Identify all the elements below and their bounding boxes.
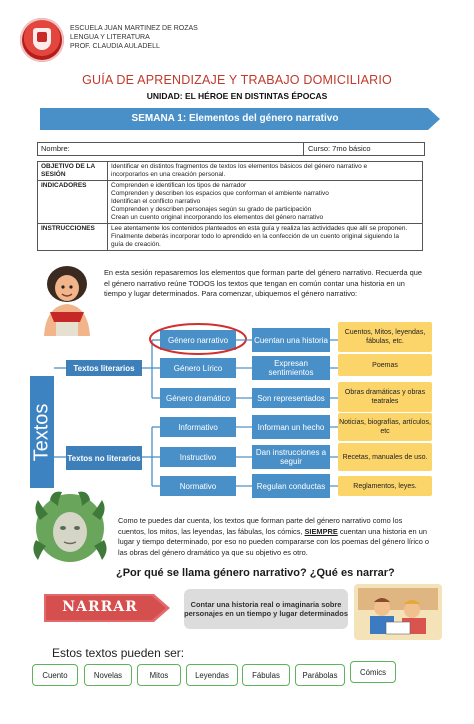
examples-normative: Reglamentos, leyes. bbox=[338, 476, 432, 496]
narrar-definition: Contar una historia real o imaginaria sobre personajes en un tiempo y lugar determinados bbox=[184, 589, 348, 629]
unit-title: UNIDAD: EL HÉROE EN DISTINTAS ÉPOCAS bbox=[146, 91, 328, 101]
type-parabolas: Parábolas bbox=[295, 664, 345, 686]
non-literary-texts-box: Textos no literarios bbox=[66, 446, 142, 470]
medusa-illustration bbox=[30, 490, 110, 568]
kids-reading-illustration bbox=[354, 584, 442, 640]
header-info bbox=[70, 24, 198, 51]
para2-emphasis: SIEMPRE bbox=[304, 526, 338, 536]
row-line: Crean un cuento original incorporando los elementos del género narrativo bbox=[111, 214, 324, 221]
type-comics: Cómics bbox=[350, 661, 396, 683]
text-types-diagram bbox=[28, 318, 448, 506]
type-mitos: Mitos bbox=[137, 664, 181, 686]
row-line: incorporarlos en una creación personal. bbox=[111, 171, 226, 178]
row-value bbox=[108, 181, 423, 224]
genre-instructive: Instructivo bbox=[160, 447, 236, 467]
explanation-paragraph bbox=[118, 516, 430, 558]
para2-before: Como te puedes dar cuenta, los textos que forman parte del género narrativo como los cuentos, los mitos, las leyendas, las fábulas, los cómics, bbox=[118, 516, 403, 536]
type-fabulas: Fábulas bbox=[242, 664, 290, 686]
types-heading: Estos textos pueden ser: bbox=[52, 646, 185, 660]
row-line: Comprenden e identifican los tipos de narrador bbox=[111, 182, 247, 189]
examples-lyric: Poemas bbox=[338, 354, 432, 376]
row-key: INSTRUCCIONES bbox=[38, 224, 108, 251]
purpose-dramatic: Son representados bbox=[252, 388, 330, 408]
genre-narrative: Género narrativo bbox=[160, 330, 236, 350]
teacher-name: PROF. CLAUDIA AULADELL bbox=[70, 43, 160, 50]
row-line: Comprenden y describen personajes según su grado de participación bbox=[111, 206, 312, 213]
subject-name: LENGUA Y LITERATURA bbox=[70, 34, 150, 41]
name-course-row bbox=[37, 142, 425, 156]
name-label: Nombre: bbox=[41, 144, 70, 153]
genre-dramatic: Género dramático bbox=[160, 388, 236, 408]
school-name: ESCUELA JUAN MARTINEZ DE ROZAS bbox=[70, 25, 198, 32]
genre-informative: Informativo bbox=[160, 417, 236, 437]
row-value bbox=[108, 224, 423, 251]
row-value bbox=[108, 162, 423, 181]
purpose-normative: Regulan conductas bbox=[252, 474, 330, 498]
table-row bbox=[38, 162, 423, 181]
table-row bbox=[38, 224, 423, 251]
genre-lyric: Género Lírico bbox=[160, 358, 236, 378]
page-title: GUÍA DE APRENDIZAJE Y TRABAJO DOMICILIARIO bbox=[82, 73, 392, 87]
question-heading: ¿Por qué se llama género narrativo? ¿Qué es narrar? bbox=[116, 567, 395, 579]
row-line: Identifican el conflicto narrativo bbox=[111, 198, 201, 205]
literary-texts-box: Textos literarios bbox=[66, 360, 142, 376]
row-line: Lee atentamente los contenidos planteados en esta guía y realiza las actividades que allí se proponen. bbox=[111, 225, 408, 232]
school-logo bbox=[20, 18, 64, 62]
purpose-narrative: Cuentan una historia bbox=[252, 328, 330, 352]
row-key: INDICADORES bbox=[38, 181, 108, 224]
para2-after: cuentan una historia en un lugar y tiempo determinado, por eso no pueden compararse con los poemas del género lírico o las obras del género dramático ya que su objetivo es otro. bbox=[118, 526, 429, 557]
purpose-lyric: Expresan sentimientos bbox=[252, 356, 330, 380]
week-banner bbox=[40, 108, 440, 130]
narrar-word: NARRAR bbox=[62, 599, 138, 615]
type-novelas: Novelas bbox=[84, 664, 132, 686]
row-line: Finalmente deberás incorporar todo lo aprendido en la confección de un cuento original siguiendo la bbox=[111, 233, 399, 240]
row-line: Identificar en distintos fragmentos de textos los elementos básicos del género narrativo e bbox=[111, 163, 368, 170]
genre-normative: Normativo bbox=[160, 476, 236, 496]
purpose-instructive: Dan instrucciones a seguir bbox=[252, 445, 330, 469]
purpose-informative: Informan un hecho bbox=[252, 415, 330, 439]
row-line: guía de creación. bbox=[111, 241, 161, 248]
type-cuento: Cuento bbox=[32, 664, 78, 686]
narrar-arrow bbox=[44, 592, 174, 624]
intro-paragraph: En esta sesión repasaremos los elementos que forman parte del género narrativo. Recuerda que el género narrativo reúne TODOS los textos que tengan en común contar una historia en un tiempo y lugar determinados. Para comenzar, ubiquemos el género narrativo: bbox=[104, 268, 422, 299]
table-row bbox=[38, 181, 423, 224]
week-title: SEMANA 1: Elementos del género narrativo bbox=[131, 113, 339, 124]
row-arrows bbox=[28, 318, 448, 506]
examples-instructive: Recetas, manuales de uso. bbox=[338, 443, 432, 471]
objectives-table bbox=[37, 161, 423, 251]
row-key: OBJETIVO DE LA SESIÓN bbox=[38, 162, 108, 181]
examples-narrative: Cuentos, Mitos, leyendas, fábulas, etc. bbox=[338, 322, 432, 352]
row-line: Comprenden y describen los espacios que conforman el ambiente narrativo bbox=[111, 190, 329, 197]
examples-informative: Noticias, biografías, artículos, etc bbox=[338, 413, 432, 441]
examples-dramatic: Obras dramáticas y obras teatrales bbox=[338, 382, 432, 412]
textos-label: Textos bbox=[30, 403, 53, 461]
type-leyendas: Leyendas bbox=[186, 664, 238, 686]
course-label: Curso: 7mo básico bbox=[308, 144, 371, 153]
